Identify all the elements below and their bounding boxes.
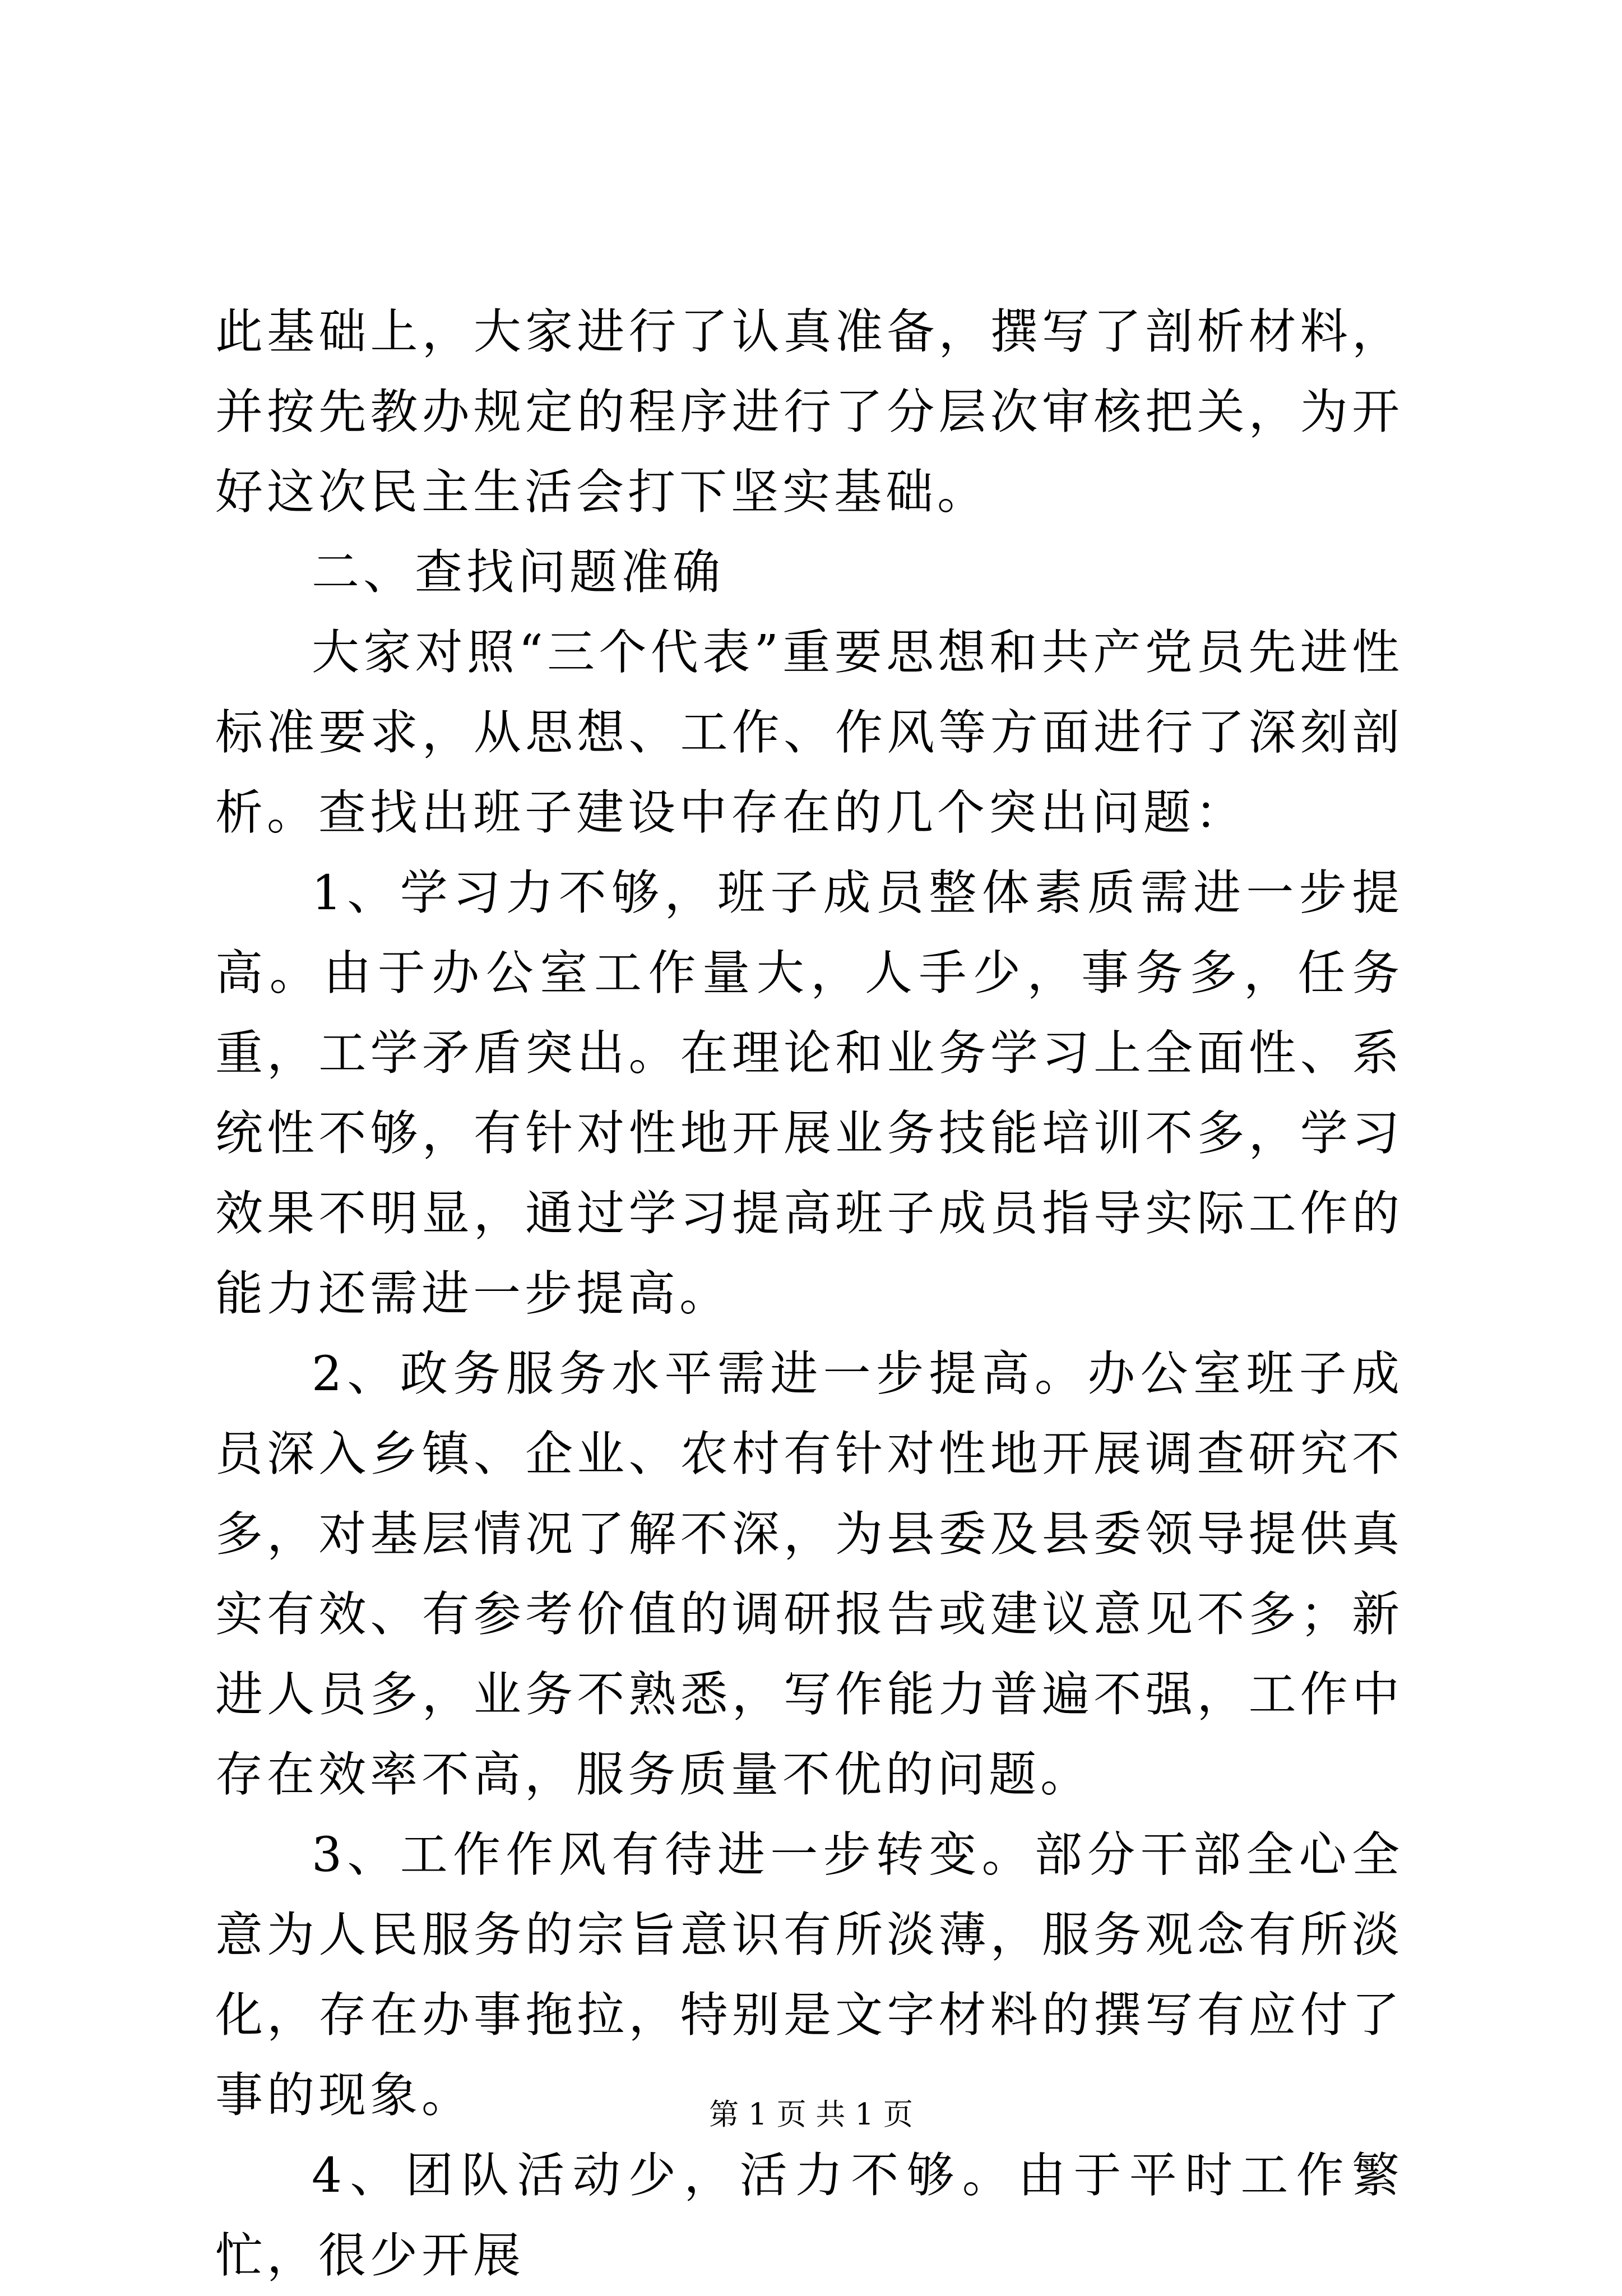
paragraph-continuation: 此基础上，大家进行了认真准备，撰写了剖析材料，并按先教办规定的程序进行了分层次审核把关，为开好这次民主生活会打下坚实基础。 xyxy=(215,304,1403,520)
list-item-3: 3、工作作风有待进一步转变。部分干部全心全意为人民服务的宗旨意识有所淡薄，服务观念有所淡化，存在办事拖拉，特别是文字材料的撰写有应付了事的现象。 xyxy=(215,1827,1403,2123)
page-footer: 第 1 页 共 1 页 xyxy=(709,2098,913,2132)
paragraph-intro: 大家对照“三个代表”重要思想和共产党员先进性标准要求，从思想、工作、作风等方面进行了深刻剖析。查找出班子建设中存在的几个突出问题： xyxy=(215,625,1403,841)
document-body xyxy=(215,292,1403,2296)
section-heading: 二、查找问题准确 xyxy=(312,545,725,600)
list-item-4: 4、团队活动少，活力不够。由于平时工作繁忙，很少开展 xyxy=(215,2148,1403,2284)
list-item-2: 2、政务服务水平需进一步提高。办公室班子成员深入乡镇、企业、农村有针对性地开展调查研究不多，对基层情况了解不深，为县委及县委领导提供真实有效、有参考价值的调研报告或建议意见不多；新进人员多，业务不熟悉，写作能力普遍不强，工作中存在效率不高，服务质量不优的问题。 xyxy=(215,1346,1403,1803)
list-item-1: 1、学习力不够，班子成员整体素质需进一步提高。由于办公室工作量大，人手少，事务多，任务重，工学矛盾突出。在理论和业务学习上全面性、系统性不够，有针对性地开展业务技能培训不多，学习效果不明显，通过学习提高班子成员指导实际工作的能力还需进一步提高。 xyxy=(215,865,1403,1322)
